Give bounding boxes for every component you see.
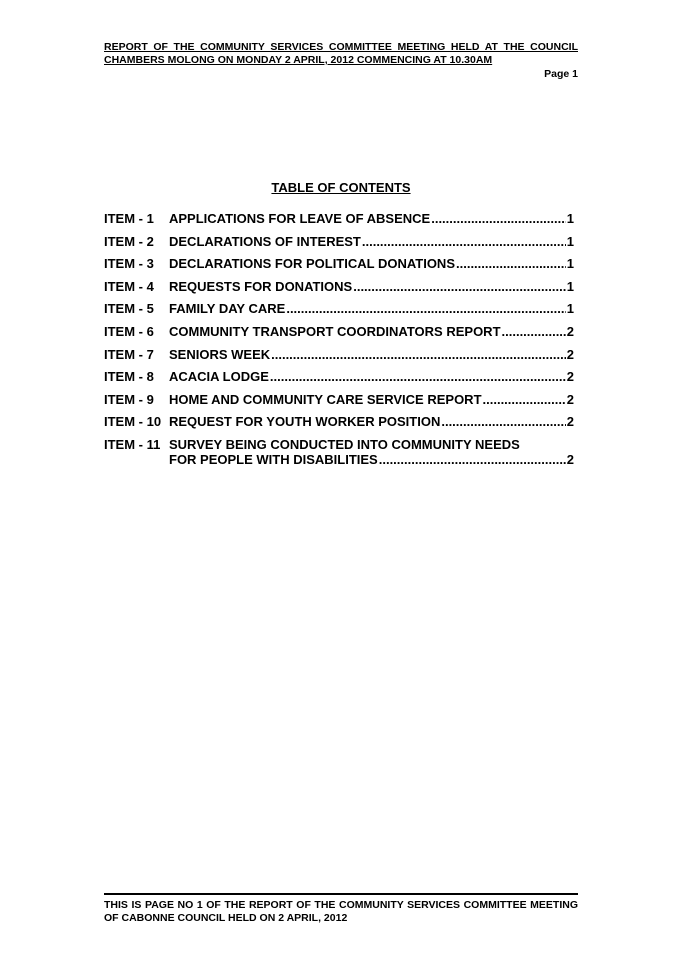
toc-item-line xyxy=(169,279,574,294)
toc-item-number: ITEM - 10 xyxy=(104,414,162,430)
toc-item[interactable] xyxy=(104,324,574,339)
toc-item-page: 2 xyxy=(566,414,574,430)
toc-item-body xyxy=(169,347,574,362)
toc-item-body xyxy=(169,211,574,226)
toc-dot-leader xyxy=(271,347,566,362)
toc-dot-leader xyxy=(270,369,566,384)
toc-item-page: 1 xyxy=(566,301,574,317)
toc-item-number: ITEM - 6 xyxy=(104,323,154,339)
toc-item-line xyxy=(169,256,574,271)
toc-item-body xyxy=(169,279,574,294)
toc-item-title: APPLICATIONS FOR LEAVE OF ABSENCE xyxy=(169,211,431,226)
toc-item-body xyxy=(169,392,574,407)
page-number: Page 1 xyxy=(544,68,578,80)
toc-item[interactable] xyxy=(104,437,574,467)
toc-item-page: 1 xyxy=(566,278,574,294)
toc-item-number: ITEM - 2 xyxy=(104,233,154,249)
page-footer xyxy=(104,893,578,925)
toc-item-page: 1 xyxy=(566,233,574,249)
toc-list xyxy=(104,211,574,475)
toc-item-title: ACACIA LODGE xyxy=(169,369,269,385)
toc-item-number: ITEM - 7 xyxy=(104,346,154,362)
toc-item-page: 2 xyxy=(566,391,574,407)
toc-item-title: REQUESTS FOR DONATIONS xyxy=(169,278,353,294)
toc-item-page: 2 xyxy=(566,346,574,362)
toc-item-title: REQUEST FOR YOUTH WORKER POSITION xyxy=(169,414,441,430)
toc-item-line xyxy=(169,452,574,467)
toc-dot-leader xyxy=(441,414,565,429)
toc-dot-leader xyxy=(483,392,566,407)
toc-dot-leader xyxy=(431,211,566,226)
toc-item-line xyxy=(169,301,574,316)
toc-item-title: HOME AND COMMUNITY CARE SERVICE REPORT xyxy=(169,391,482,407)
toc-item-line xyxy=(169,347,574,362)
toc-item[interactable] xyxy=(104,301,574,316)
toc-item-body xyxy=(169,437,574,467)
toc-item-title: DECLARATIONS FOR POLITICAL DONATIONS xyxy=(169,256,455,272)
toc-item[interactable] xyxy=(104,414,574,429)
toc-item[interactable] xyxy=(104,369,574,384)
toc-item-number: ITEM - 8 xyxy=(104,369,154,385)
toc-dot-leader xyxy=(362,234,566,249)
toc-dot-leader xyxy=(286,301,565,316)
toc-item-title: COMMUNITY TRANSPORT COORDINATORS REPORT xyxy=(169,323,501,339)
toc-item[interactable] xyxy=(104,347,574,362)
toc-item-title: SENIORS WEEK xyxy=(169,346,271,362)
toc-item-number: ITEM - 3 xyxy=(104,256,154,272)
toc-item-body xyxy=(169,256,574,271)
toc-dot-leader xyxy=(379,452,566,467)
toc-item-page: 2 xyxy=(566,369,574,385)
toc-item[interactable] xyxy=(104,234,574,249)
toc-item-body xyxy=(169,301,574,316)
toc-item-number: ITEM - 1 xyxy=(104,211,154,226)
footer-text: THIS IS PAGE NO 1 OF THE REPORT OF THE COMMUNITY SERVICES COMMITTEE MEETING OF CABONNE COUNCIL HELD ON 2 APRIL, 2012 xyxy=(104,899,578,924)
toc-item-body xyxy=(169,369,574,384)
toc-item-line xyxy=(169,324,574,339)
toc-item[interactable] xyxy=(104,256,574,271)
toc-item-page: 2 xyxy=(566,451,574,467)
toc-item-number: ITEM - 11 xyxy=(104,436,161,452)
toc-item-body xyxy=(169,234,574,249)
toc-item-page: 1 xyxy=(566,211,574,226)
toc-item-page: 1 xyxy=(566,256,574,272)
toc-dot-leader xyxy=(353,279,566,294)
toc-item-number: ITEM - 5 xyxy=(104,301,154,317)
toc-item-number: ITEM - 9 xyxy=(104,391,154,407)
toc-item-line xyxy=(169,369,574,384)
toc-item-line xyxy=(169,437,574,452)
toc-item-body xyxy=(169,324,574,339)
toc-item-line xyxy=(169,392,574,407)
toc-dot-leader xyxy=(502,324,566,339)
toc-heading: TABLE OF CONTENTS xyxy=(271,180,411,195)
toc-item-title: SURVEY BEING CONDUCTED INTO COMMUNITY NEEDS xyxy=(169,436,520,452)
toc-item-title: DECLARATIONS OF INTEREST xyxy=(169,233,361,249)
toc-item-body xyxy=(169,414,574,429)
toc-item-title: FOR PEOPLE WITH DISABILITIES xyxy=(169,451,378,467)
toc-item-page: 2 xyxy=(566,323,574,339)
toc-dot-leader xyxy=(456,256,566,271)
toc-item-title: FAMILY DAY CARE xyxy=(169,301,286,317)
toc-item-line xyxy=(169,211,574,226)
toc-item[interactable] xyxy=(104,279,574,294)
toc-item[interactable] xyxy=(104,392,574,407)
toc-item[interactable] xyxy=(104,211,574,226)
toc-item-number: ITEM - 4 xyxy=(104,278,154,294)
page-header xyxy=(104,41,578,81)
toc-item-line xyxy=(169,234,574,249)
report-title: REPORT OF THE COMMUNITY SERVICES COMMITTEE MEETING HELD AT THE COUNCIL CHAMBERS MOLONG ON MONDAY 2 APRIL, 2012 COMMENCING AT 10.30AM xyxy=(104,41,578,66)
toc-item-line xyxy=(169,414,574,429)
